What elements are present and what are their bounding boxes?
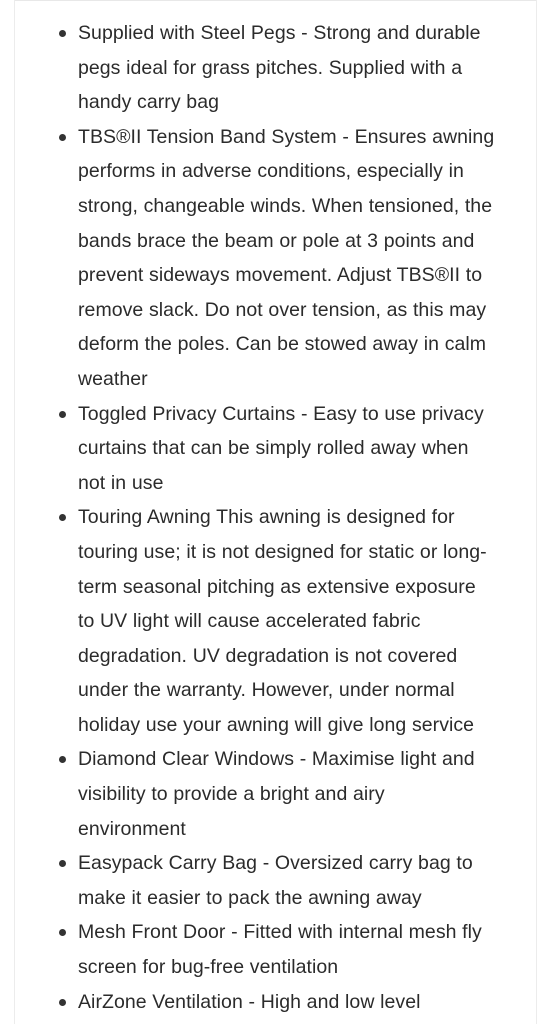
feature-text-line: visibility to provide a bright and airy <box>78 783 385 806</box>
feature-privacy-curtains <box>0 397 551 501</box>
bullet-icon <box>59 514 66 521</box>
feature-text-line: term seasonal pitching as extensive exposure <box>78 575 476 598</box>
feature-text-line: to UV light will cause accelerated fabric <box>78 610 421 633</box>
feature-text-line: make it easier to pack the awning away <box>78 886 422 909</box>
feature-text-line: strong, changeable winds. When tensioned, the <box>78 194 493 217</box>
feature-text-line: degradation. UV degradation is not covered <box>78 644 458 667</box>
feature-text-line: TBS®II Tension Band System - Ensures awning <box>78 125 495 148</box>
feature-carry-bag <box>0 846 551 915</box>
bullet-icon <box>59 134 66 141</box>
feature-text-line: not in use <box>78 471 164 494</box>
feature-text-line: Touring Awning This awning is designed for <box>78 506 455 529</box>
feature-text-line: under the warranty. However, under normal <box>78 679 455 702</box>
feature-airzone-ventilation <box>0 985 551 1020</box>
bullet-icon <box>59 411 66 418</box>
feature-text-line: deform the poles. Can be stowed away in calm <box>78 333 487 356</box>
feature-text-line: pegs ideal for grass pitches. Supplied with a <box>78 56 463 79</box>
bullet-icon <box>59 860 66 867</box>
feature-text-line: Diamond Clear Windows - Maximise light and <box>78 748 475 771</box>
bullet-icon <box>59 929 66 936</box>
feature-text-line: Mesh Front Door - Fitted with internal mesh fly <box>78 921 482 944</box>
feature-tension-band-system <box>0 120 551 397</box>
bullet-icon <box>59 756 66 763</box>
feature-clear-windows <box>0 742 551 846</box>
feature-text-line: weather <box>78 367 148 390</box>
feature-text-line: screen for bug-free ventilation <box>78 956 339 979</box>
feature-mesh-front-door <box>0 915 551 984</box>
feature-text-line: performs in adverse conditions, especially in <box>78 160 464 183</box>
feature-text-line: bands brace the beam or pole at 3 points and <box>78 229 475 252</box>
feature-text-line: AirZone Ventilation - High and low level <box>78 990 421 1013</box>
feature-text-line: prevent sideways movement. Adjust TBS®II to <box>78 264 483 287</box>
bullet-icon <box>59 999 66 1006</box>
feature-text-line: environment <box>78 817 186 840</box>
feature-text-line: handy carry bag <box>78 91 219 114</box>
feature-touring-awning <box>0 500 551 742</box>
feature-text-line: Supplied with Steel Pegs - Strong and durable <box>78 22 481 44</box>
feature-text-line: Easypack Carry Bag - Oversized carry bag to <box>78 852 473 875</box>
feature-text-line: Toggled Privacy Curtains - Easy to use privacy <box>78 402 484 425</box>
feature-text-line: touring use; it is not designed for static or long- <box>78 540 487 563</box>
feature-text-line: remove slack. Do not over tension, as this may <box>78 298 487 321</box>
content-card-top-border <box>14 0 537 11</box>
feature-steel-pegs <box>0 16 551 120</box>
feature-list <box>0 16 551 1019</box>
feature-text-line: curtains that can be simply rolled away when <box>78 437 469 460</box>
feature-text-line: holiday use your awning will give long service <box>78 713 475 736</box>
bullet-icon <box>59 30 66 37</box>
